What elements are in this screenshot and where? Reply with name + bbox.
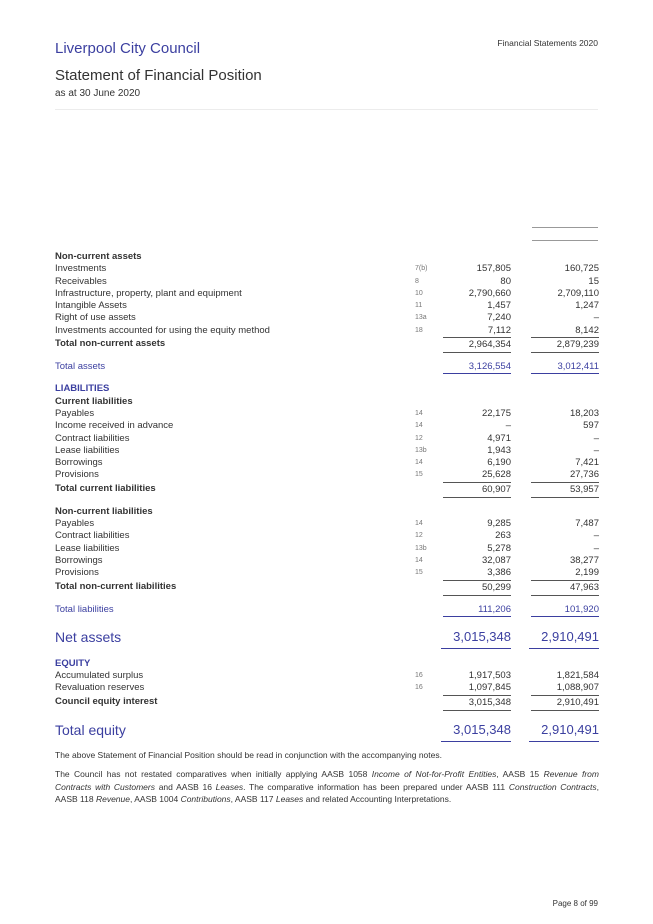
note-ref: 16 [415,672,423,680]
row-label: Contract liabilities [55,530,130,542]
row-label: Intangible Assets [55,300,127,312]
total-row [55,695,599,709]
total-row [55,719,599,741]
table-row [55,276,599,288]
value-2020: 157,805 [476,263,511,275]
table-row [55,312,599,324]
note-ref: 15 [415,569,423,577]
note-ref: 14 [415,520,423,528]
value-2019: 2,709,110 [557,287,599,299]
table-row [55,263,599,275]
row-label: Payables [55,518,95,530]
table-row [55,457,599,469]
value-2020: 5,278 [487,542,511,554]
value-2019: 53,957 [531,482,599,498]
row-label: Payables [55,407,95,419]
row-label: Infrastructure, property, plant and equipment [55,287,242,299]
section-heading-row [55,658,599,670]
value-2019: – [593,444,599,456]
note-ref: 8 [415,277,419,285]
footer-text-segment: and related Accounting Interpretations. [303,794,452,804]
table-row [55,288,599,300]
row-label: Total non-current liabilities [55,580,177,592]
section-heading-row [55,506,599,518]
table-row [55,420,599,432]
table-row [55,518,599,530]
value-2020: 2,964,354 [443,337,511,353]
total-row [55,361,599,373]
value-2020: – [505,420,511,432]
value-2019: 18,203 [569,407,599,419]
table-row [55,670,599,682]
row-label: Lease liabilities [55,444,120,456]
value-2020: 4,971 [487,432,511,444]
row-spacer [55,648,599,658]
total-row [55,482,599,496]
note-ref: 14 [415,409,423,417]
footer-text-segment: , AASB 15 [496,769,544,779]
row-label: Investments [55,263,107,275]
row-label: Borrowings [55,457,103,469]
value-2020: 1,457 [487,300,511,312]
row-label: Lease liabilities [55,542,120,554]
note-ref: 14 [415,459,423,467]
row-spacer [55,351,599,361]
total-row [55,337,599,351]
value-2020: 60,907 [443,482,511,498]
total-row [55,604,599,616]
value-2019: 7,421 [575,457,599,469]
footer-text-segment: . The comparative information has been prepared under AASB 111 [243,781,509,792]
table-row [55,300,599,312]
row-label: LIABILITIES [55,383,110,395]
value-2020: 25,628 [481,469,511,481]
value-2020: 7,112 [487,324,511,336]
page-subtitle: as at 30 June 2020 [55,88,141,99]
table-row [55,433,599,445]
value-2019: 2,879,239 [531,337,599,353]
value-2020: 1,917,503 [468,670,511,682]
row-label: Investments accounted for using the equity method [55,324,270,336]
value-2020: 9,285 [487,518,511,530]
value-2020: 22,175 [481,407,511,419]
value-2019: 160,725 [564,263,599,275]
page-title: Statement of Financial Position [55,67,262,84]
row-label: EQUITY [55,657,91,669]
value-2019: 2,199 [575,567,599,579]
row-label: Non-current liabilities [55,505,153,517]
table-row [55,543,599,555]
value-2019: 1,247 [575,300,599,312]
footer-text-segment: and AASB 16 [155,781,216,792]
note-ref: 15 [415,471,423,479]
value-2020: 6,190 [487,457,511,469]
financial-position-table [55,251,599,741]
row-label: Total assets [55,361,106,373]
footer-text-segment: Construction Contracts [508,781,597,792]
footer-text-segment: Leases [275,794,304,804]
footer-text-segment: , AASB 117 [230,794,276,804]
row-label: Provisions [55,469,99,481]
row-label: Revaluation reserves [55,682,145,694]
note-ref: 11 [415,302,423,310]
value-2020: 1,943 [487,444,511,456]
column-rule [532,227,598,228]
value-2020: 32,087 [481,554,511,566]
value-2019: 15 [588,275,599,287]
row-label: Receivables [55,275,107,287]
footer-text-segment: , AASB 1004 [129,794,181,804]
row-label: Contract liabilities [55,432,130,444]
note-ref: 13a [415,314,427,322]
footer-comparatives-note [55,768,599,806]
note-ref: 13b [415,446,427,454]
footer-text-segment: Leases [215,781,244,792]
note-ref: 16 [415,684,423,692]
note-ref: 14 [415,556,423,564]
value-2019: 101,920 [531,604,599,617]
value-2019: 597 [583,420,599,432]
table-row [55,682,599,694]
value-2020: 3,386 [487,567,511,579]
value-2019: 1,088,907 [556,682,599,694]
note-ref: 18 [415,326,423,334]
row-label: Accumulated surplus [55,670,144,682]
value-2019: 2,910,491 [529,626,599,649]
table-row [55,555,599,567]
row-label: Total equity [55,721,126,738]
note-ref: 12 [415,434,423,442]
row-label: Total current liabilities [55,482,156,494]
table-row [55,445,599,457]
row-spacer [55,709,599,719]
value-2019: 47,963 [531,580,599,596]
value-2019: 2,910,491 [529,719,599,742]
table-row [55,567,599,579]
value-2019: – [593,530,599,542]
total-row [55,580,599,594]
footer-note: The above Statement of Financial Position should be read in conjunction with the accompanying notes. [55,750,442,760]
note-ref: 14 [415,422,423,430]
header-divider [55,109,598,110]
page-number: Page 8 of 99 [552,899,598,908]
note-ref: 13b [415,544,427,552]
value-2019: – [593,432,599,444]
row-label: Net assets [55,628,122,645]
section-label: Financial Statements 2020 [497,38,598,48]
value-2020: 3,015,348 [443,695,511,711]
total-row [55,626,599,648]
row-label: Current liabilities [55,395,133,407]
note-ref: 12 [415,532,423,540]
footer-text-segment: Revenue [95,794,130,804]
value-2020: 3,126,554 [443,361,511,374]
table-row [55,325,599,337]
row-spacer [55,594,599,604]
row-label: Income received in advance [55,420,174,432]
row-spacer [55,616,599,626]
row-label: Total non-current assets [55,338,166,350]
value-2020: 50,299 [443,580,511,596]
value-2020: 2,790,660 [468,287,511,299]
row-label: Total liabilities [55,603,114,615]
footer-text-segment: Income of Not-for-Profit Entities [371,769,497,779]
table-row [55,530,599,542]
note-ref: 10 [415,289,423,297]
row-label: Provisions [55,567,99,579]
section-heading-row [55,383,599,395]
footer-text-segment: , AASB 118 [55,781,600,804]
value-2019: – [593,312,599,324]
row-label: Council equity interest [55,695,158,707]
value-2020: 3,015,348 [441,719,511,742]
row-spacer [55,373,599,383]
row-label: Non-current assets [55,251,142,262]
section-heading-row [55,251,599,263]
organization-name: Liverpool City Council [55,40,201,57]
value-2019: 3,012,411 [531,361,599,374]
row-label: Right of use assets [55,312,136,324]
value-2020: 3,015,348 [441,626,511,649]
section-heading-row [55,396,599,408]
value-2019: 27,736 [569,469,599,481]
table-row [55,408,599,420]
footer-text-segment: Contributions [180,794,231,804]
note-ref: 7(b) [415,265,428,273]
footer-text-segment: Revenue from Contracts with Customers [55,769,599,792]
row-label: Borrowings [55,554,103,566]
value-2019: 2,910,491 [531,695,599,711]
value-2019: 7,487 [575,518,599,530]
row-spacer [55,496,599,506]
value-2020: 7,240 [487,312,511,324]
column-rule [532,240,598,241]
value-2019: 38,277 [569,554,599,566]
value-2019: – [593,542,599,554]
table-row [55,469,599,481]
value-2020: 263 [495,530,511,542]
value-2020: 111,206 [443,604,511,617]
footer-text-segment: The Council has not restated comparatives when initially applying AASB 1058 [55,769,372,779]
value-2019: 1,821,584 [556,670,599,682]
value-2020: 1,097,845 [468,682,511,694]
value-2020: 80 [500,275,511,287]
value-2019: 8,142 [575,324,599,336]
